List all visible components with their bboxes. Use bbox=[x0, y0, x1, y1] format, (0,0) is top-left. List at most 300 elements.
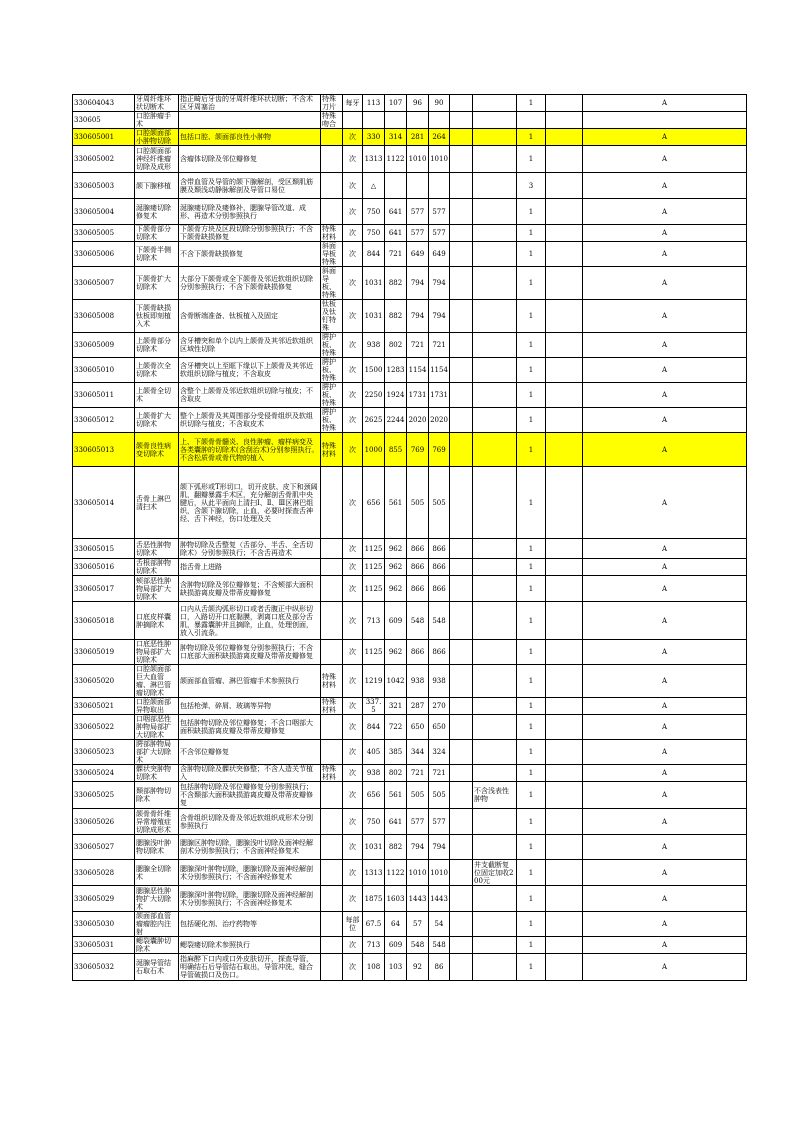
item-code-cell: 330605019 bbox=[73, 640, 135, 665]
table-row bbox=[73, 782, 747, 809]
item-description-cell: 指正畸后牙齿的牙周纤维环状切断；不含术区牙周塞治 bbox=[179, 95, 321, 112]
level-cell: A bbox=[583, 539, 747, 559]
blank-cell bbox=[450, 95, 473, 112]
remark-cell bbox=[473, 242, 517, 267]
price-tier1-cell: 1500 bbox=[363, 358, 385, 383]
special-material-cell bbox=[321, 640, 343, 665]
item-description-cell: 含牙槽突和单个以内上颌骨及其邻近软组织区域性切除 bbox=[179, 333, 321, 358]
price-tier1-cell: 1875 bbox=[363, 886, 385, 912]
category-cell: 1 bbox=[517, 559, 546, 576]
item-description-cell: 包括枪弹、碎屑、玻璃等异物 bbox=[179, 698, 321, 715]
price-tier1-cell: 938 bbox=[363, 333, 385, 358]
remark-cell: 不含浅表性肿物 bbox=[473, 782, 517, 809]
unit-cell: 次 bbox=[343, 173, 363, 199]
table-row bbox=[73, 112, 747, 129]
price-tier2-cell: 561 bbox=[385, 782, 407, 809]
item-code-cell: 330605014 bbox=[73, 467, 135, 539]
item-description-cell: 含牙槽突以上至眶下缘以下上颌骨及其邻近软组织切除与植皮；不含取皮 bbox=[179, 358, 321, 383]
special-material-cell bbox=[321, 809, 343, 835]
item-name-cell: 涎腺导管结石取石术 bbox=[135, 954, 179, 981]
grade-cell bbox=[546, 267, 583, 300]
table-row bbox=[73, 665, 747, 698]
grade-cell bbox=[546, 937, 583, 954]
price-tier4-cell: 577 bbox=[429, 809, 450, 835]
category-cell: 1 bbox=[517, 602, 546, 640]
item-name-cell: 口底皮样囊肿摘除术 bbox=[135, 602, 179, 640]
price-tier1-cell: 938 bbox=[363, 765, 385, 782]
remark-cell bbox=[473, 835, 517, 860]
blank-cell bbox=[450, 576, 473, 602]
price-tier4-cell: 270 bbox=[429, 698, 450, 715]
item-description-cell: 含整个上颌骨及邻近软组织切除与植皮；不含取皮 bbox=[179, 383, 321, 408]
price-tier4-cell: 721 bbox=[429, 333, 450, 358]
table-row bbox=[73, 173, 747, 199]
price-tier2-cell: 609 bbox=[385, 937, 407, 954]
grade-cell bbox=[546, 886, 583, 912]
item-name-cell: 颞部肿物切除术 bbox=[135, 782, 179, 809]
special-material-cell bbox=[321, 860, 343, 886]
price-tier3-cell: 577 bbox=[407, 225, 429, 242]
item-name-cell: 上颌骨扩大切除术 bbox=[135, 408, 179, 433]
item-code-cell: 330605011 bbox=[73, 383, 135, 408]
price-tier1-cell: 656 bbox=[363, 782, 385, 809]
grade-cell bbox=[546, 95, 583, 112]
category-cell: 1 bbox=[517, 267, 546, 300]
price-tier2-cell: 321 bbox=[385, 698, 407, 715]
price-tier3-cell: 344 bbox=[407, 740, 429, 765]
price-tier4-cell: 90 bbox=[429, 95, 450, 112]
price-tier2-cell: 1924 bbox=[385, 383, 407, 408]
special-material-cell: 腭护板、特殊 bbox=[321, 408, 343, 433]
grade-cell bbox=[546, 408, 583, 433]
unit-cell: 次 bbox=[343, 576, 363, 602]
unit-cell: 次 bbox=[343, 835, 363, 860]
item-name-cell: 下颌骨部分切除术 bbox=[135, 225, 179, 242]
price-tier3-cell: 1010 bbox=[407, 146, 429, 173]
special-material-cell bbox=[321, 559, 343, 576]
unit-cell: 次 bbox=[343, 242, 363, 267]
table-row bbox=[73, 765, 747, 782]
grade-cell bbox=[546, 112, 583, 129]
grade-cell bbox=[546, 300, 583, 333]
category-cell: 1 bbox=[517, 640, 546, 665]
price-tier1-cell: 844 bbox=[363, 715, 385, 740]
category-cell: 1 bbox=[517, 199, 546, 225]
level-cell: A bbox=[583, 715, 747, 740]
grade-cell bbox=[546, 225, 583, 242]
price-tier4-cell: 548 bbox=[429, 937, 450, 954]
remark-cell bbox=[473, 912, 517, 937]
price-tier1-cell: 1125 bbox=[363, 576, 385, 602]
item-name-cell: 口咽部恶性肿物局部扩大切除术 bbox=[135, 715, 179, 740]
item-code-cell: 330605024 bbox=[73, 765, 135, 782]
category-cell: 1 bbox=[517, 576, 546, 602]
table-row bbox=[73, 860, 747, 886]
category-cell: 1 bbox=[517, 835, 546, 860]
blank-cell bbox=[450, 665, 473, 698]
price-tier1-cell: 108 bbox=[363, 954, 385, 981]
price-tier1-cell: 713 bbox=[363, 602, 385, 640]
item-name-cell: 下颌骨扩大切除术 bbox=[135, 267, 179, 300]
special-material-cell bbox=[321, 576, 343, 602]
remark-cell bbox=[473, 937, 517, 954]
price-tier3-cell: 721 bbox=[407, 765, 429, 782]
price-tier4-cell: 505 bbox=[429, 467, 450, 539]
unit-cell: 每部位 bbox=[343, 912, 363, 937]
item-code-cell: 330605031 bbox=[73, 937, 135, 954]
blank-cell bbox=[450, 129, 473, 146]
price-tier1-cell: 1000 bbox=[363, 433, 385, 467]
grade-cell bbox=[546, 835, 583, 860]
item-code-cell: 330605027 bbox=[73, 835, 135, 860]
grade-cell bbox=[546, 715, 583, 740]
blank-cell bbox=[450, 300, 473, 333]
special-material-cell: 斜面导板、特殊 bbox=[321, 267, 343, 300]
price-tier1-cell: 656 bbox=[363, 467, 385, 539]
price-tier3-cell: 721 bbox=[407, 333, 429, 358]
price-tier3-cell: 794 bbox=[407, 835, 429, 860]
remark-cell bbox=[473, 408, 517, 433]
price-tier4-cell: 54 bbox=[429, 912, 450, 937]
item-description-cell: 不含下颌骨缺损修复 bbox=[179, 242, 321, 267]
level-cell: A bbox=[583, 225, 747, 242]
special-material-cell bbox=[321, 539, 343, 559]
item-code-cell: 330605001 bbox=[73, 129, 135, 146]
category-cell: 1 bbox=[517, 95, 546, 112]
table-row bbox=[73, 358, 747, 383]
table-row bbox=[73, 408, 747, 433]
item-description-cell bbox=[179, 112, 321, 129]
category-cell: 1 bbox=[517, 665, 546, 698]
blank-cell bbox=[450, 146, 473, 173]
price-tier2-cell: 802 bbox=[385, 765, 407, 782]
item-name-cell: 下颌骨半侧切除术 bbox=[135, 242, 179, 267]
blank-cell bbox=[450, 835, 473, 860]
item-code-cell: 330605017 bbox=[73, 576, 135, 602]
item-description-cell: 不含邻位瓣修复 bbox=[179, 740, 321, 765]
price-tier1-cell: 1219 bbox=[363, 665, 385, 698]
item-code-cell: 330605018 bbox=[73, 602, 135, 640]
level-cell: A bbox=[583, 199, 747, 225]
category-cell: 1 bbox=[517, 433, 546, 467]
item-code-cell: 330605022 bbox=[73, 715, 135, 740]
item-name-cell: 颌骨良性病变切除术 bbox=[135, 433, 179, 467]
price-tier4-cell: 1731 bbox=[429, 383, 450, 408]
unit-cell: 次 bbox=[343, 433, 363, 467]
item-code-cell: 330605025 bbox=[73, 782, 135, 809]
grade-cell bbox=[546, 242, 583, 267]
price-tier2-cell: 641 bbox=[385, 809, 407, 835]
price-tier3-cell: 287 bbox=[407, 698, 429, 715]
price-tier3-cell: 866 bbox=[407, 559, 429, 576]
grade-cell bbox=[546, 765, 583, 782]
level-cell: A bbox=[583, 640, 747, 665]
remark-cell bbox=[473, 765, 517, 782]
item-name-cell: 口腔颌面部异物取出 bbox=[135, 698, 179, 715]
level-cell: A bbox=[583, 835, 747, 860]
fee-schedule-table bbox=[72, 94, 747, 981]
category-cell: 1 bbox=[517, 698, 546, 715]
grade-cell bbox=[546, 576, 583, 602]
blank-cell bbox=[450, 559, 473, 576]
price-tier3-cell: 866 bbox=[407, 576, 429, 602]
price-tier2-cell: 103 bbox=[385, 954, 407, 981]
level-cell: A bbox=[583, 912, 747, 937]
special-material-cell: 斜面导板特殊 bbox=[321, 242, 343, 267]
price-tier4-cell: 794 bbox=[429, 300, 450, 333]
blank-cell bbox=[450, 602, 473, 640]
table-row bbox=[73, 740, 747, 765]
table-row bbox=[73, 809, 747, 835]
unit-cell: 次 bbox=[343, 740, 363, 765]
unit-cell: 次 bbox=[343, 383, 363, 408]
price-tier2-cell: 962 bbox=[385, 640, 407, 665]
remark-cell bbox=[473, 129, 517, 146]
level-cell: A bbox=[583, 467, 747, 539]
remark-cell bbox=[473, 602, 517, 640]
level-cell: A bbox=[583, 146, 747, 173]
item-code-cell: 330605028 bbox=[73, 860, 135, 886]
item-code-cell: 330605006 bbox=[73, 242, 135, 267]
price-tier2-cell: 962 bbox=[385, 539, 407, 559]
price-tier2-cell: 722 bbox=[385, 715, 407, 740]
table-row bbox=[73, 640, 747, 665]
price-tier2-cell: 64 bbox=[385, 912, 407, 937]
remark-cell bbox=[473, 300, 517, 333]
unit-cell: 次 bbox=[343, 698, 363, 715]
unit-cell bbox=[343, 112, 363, 129]
price-tier2-cell: 1603 bbox=[385, 886, 407, 912]
item-description-cell: 腮腺深叶肿物切除，腮腺切除及面神经解剖术分别参照执行；不含面神经修复术 bbox=[179, 886, 321, 912]
special-material-cell bbox=[321, 129, 343, 146]
table-row bbox=[73, 698, 747, 715]
unit-cell: 次 bbox=[343, 765, 363, 782]
price-tier3-cell: 57 bbox=[407, 912, 429, 937]
category-cell: 1 bbox=[517, 358, 546, 383]
item-description-cell: 颌下弧形或T形切口，切开皮肤、皮下和颈阔肌，翻瓣暴露手术区，充分解剖舌骨肌中央腱后，从此平面向上清扫Ⅰ、Ⅱ、Ⅲ区淋巴组织，含颌下腺切除，止血，必要时探查舌神经、舌下神经，伤口处理及关 bbox=[179, 467, 321, 539]
price-tier1-cell: 844 bbox=[363, 242, 385, 267]
category-cell: 1 bbox=[517, 225, 546, 242]
price-tier2-cell bbox=[385, 112, 407, 129]
item-name-cell: 腮腺浅叶肿物切除术 bbox=[135, 835, 179, 860]
unit-cell: 次 bbox=[343, 782, 363, 809]
price-tier1-cell: 1313 bbox=[363, 860, 385, 886]
price-tier4-cell: 2020 bbox=[429, 408, 450, 433]
level-cell: A bbox=[583, 333, 747, 358]
table-row bbox=[73, 129, 747, 146]
blank-cell bbox=[450, 467, 473, 539]
price-tier3-cell: 794 bbox=[407, 267, 429, 300]
unit-cell: 次 bbox=[343, 129, 363, 146]
price-tier1-cell: 2625 bbox=[363, 408, 385, 433]
item-description-cell: 下颌骨方块及区段切除分别参照执行；不含下颌骨缺损修复 bbox=[179, 225, 321, 242]
level-cell: A bbox=[583, 765, 747, 782]
price-tier3-cell: 505 bbox=[407, 467, 429, 539]
remark-cell bbox=[473, 640, 517, 665]
price-tier3-cell: 866 bbox=[407, 640, 429, 665]
blank-cell bbox=[450, 782, 473, 809]
item-description-cell: 含带血管及导管的颌下腺解剖，受区颞肌筋膜及颞浅动静脉解剖及导管口易位 bbox=[179, 173, 321, 199]
item-code-cell: 330605026 bbox=[73, 809, 135, 835]
price-tier3-cell: 1010 bbox=[407, 860, 429, 886]
price-tier1-cell: 713 bbox=[363, 937, 385, 954]
item-description-cell: 含骨组织切除及骨及邻近软组织成形术分别参照执行 bbox=[179, 809, 321, 835]
item-code-cell: 330605003 bbox=[73, 173, 135, 199]
category-cell: 1 bbox=[517, 740, 546, 765]
unit-cell: 次 bbox=[343, 954, 363, 981]
table-row bbox=[73, 300, 747, 333]
price-tier4-cell: 794 bbox=[429, 835, 450, 860]
unit-cell: 次 bbox=[343, 860, 363, 886]
price-tier2-cell: 962 bbox=[385, 559, 407, 576]
blank-cell bbox=[450, 912, 473, 937]
category-cell: 1 bbox=[517, 937, 546, 954]
level-cell: A bbox=[583, 860, 747, 886]
special-material-cell: 特殊材料 bbox=[321, 765, 343, 782]
price-tier1-cell: 67.5 bbox=[363, 912, 385, 937]
grade-cell bbox=[546, 809, 583, 835]
category-cell: 1 bbox=[517, 715, 546, 740]
special-material-cell: 特殊吻合 bbox=[321, 112, 343, 129]
blank-cell bbox=[450, 267, 473, 300]
grade-cell bbox=[546, 467, 583, 539]
price-tier1-cell: 2250 bbox=[363, 383, 385, 408]
item-code-cell: 330605015 bbox=[73, 539, 135, 559]
price-tier3-cell bbox=[407, 173, 429, 199]
category-cell: 1 bbox=[517, 539, 546, 559]
price-tier3-cell: 1731 bbox=[407, 383, 429, 408]
category-cell: 3 bbox=[517, 173, 546, 199]
item-description-cell: 涎腺瘘切除及瘘修补，腮腺导管改道、成形、再造术分别参照执行 bbox=[179, 199, 321, 225]
blank-cell bbox=[450, 358, 473, 383]
level-cell: A bbox=[583, 173, 747, 199]
item-description-cell: 颌面部血管瘤、淋巴管瘤手术参照执行 bbox=[179, 665, 321, 698]
item-description-cell: 鳃裂瘘切除术参照执行 bbox=[179, 937, 321, 954]
item-name-cell: 口腔肿瘤手术 bbox=[135, 112, 179, 129]
level-cell: A bbox=[583, 886, 747, 912]
unit-cell: 次 bbox=[343, 665, 363, 698]
price-tier3-cell: 794 bbox=[407, 300, 429, 333]
item-name-cell: 上颌骨全切术 bbox=[135, 383, 179, 408]
price-tier2-cell: 314 bbox=[385, 129, 407, 146]
grade-cell bbox=[546, 146, 583, 173]
item-description-cell: 包括肿物切除及邻位瓣修复；不含口咽部大面积缺损游离皮瓣及带蒂皮瓣修复 bbox=[179, 715, 321, 740]
level-cell: A bbox=[583, 129, 747, 146]
category-cell: 1 bbox=[517, 242, 546, 267]
special-material-cell: 特殊材料 bbox=[321, 698, 343, 715]
special-material-cell: 腭护板、特殊 bbox=[321, 333, 343, 358]
blank-cell bbox=[450, 715, 473, 740]
category-cell: 1 bbox=[517, 300, 546, 333]
price-tier2-cell: 641 bbox=[385, 199, 407, 225]
price-tier4-cell bbox=[429, 112, 450, 129]
unit-cell: 每牙 bbox=[343, 95, 363, 112]
table-row bbox=[73, 95, 747, 112]
item-code-cell: 330605010 bbox=[73, 358, 135, 383]
item-description-cell: 肿物切除及舌整复（舌部分、半舌、全舌切除术）分别参照执行；不含舌再造术 bbox=[179, 539, 321, 559]
grade-cell bbox=[546, 860, 583, 886]
remark-cell bbox=[473, 267, 517, 300]
blank-cell bbox=[450, 698, 473, 715]
item-name-cell: 腮腺全切除术 bbox=[135, 860, 179, 886]
item-description-cell: 含骨断端准备、钛板植入及固定 bbox=[179, 300, 321, 333]
remark-cell bbox=[473, 146, 517, 173]
price-tier1-cell: 1125 bbox=[363, 559, 385, 576]
grade-cell bbox=[546, 199, 583, 225]
grade-cell bbox=[546, 912, 583, 937]
grade-cell bbox=[546, 698, 583, 715]
item-code-cell: 330605007 bbox=[73, 267, 135, 300]
price-tier3-cell: 2020 bbox=[407, 408, 429, 433]
price-tier1-cell: 113 bbox=[363, 95, 385, 112]
blank-cell bbox=[450, 242, 473, 267]
unit-cell: 次 bbox=[343, 539, 363, 559]
special-material-cell: 特殊材料 bbox=[321, 225, 343, 242]
item-description-cell: 含肿物切除及髁状突修整；不含人造关节植入 bbox=[179, 765, 321, 782]
item-name-cell: 舌恶性肿物切除术 bbox=[135, 539, 179, 559]
price-tier4-cell: 794 bbox=[429, 267, 450, 300]
item-code-cell: 330605008 bbox=[73, 300, 135, 333]
price-tier1-cell: 1125 bbox=[363, 640, 385, 665]
special-material-cell bbox=[321, 886, 343, 912]
table-row bbox=[73, 886, 747, 912]
special-material-cell: 腭护板、特殊 bbox=[321, 358, 343, 383]
table-row bbox=[73, 835, 747, 860]
grade-cell bbox=[546, 539, 583, 559]
price-tier1-cell bbox=[363, 112, 385, 129]
unit-cell: 次 bbox=[343, 886, 363, 912]
level-cell: A bbox=[583, 954, 747, 981]
price-tier1-cell: 337.5 bbox=[363, 698, 385, 715]
price-tier4-cell: 1010 bbox=[429, 146, 450, 173]
blank-cell bbox=[450, 225, 473, 242]
item-description-cell: 上、下颌骨骨髓炎、良性肿瘤、瘤样病变及各类囊肿的切除术(含刮治术)分别参照执行。不含松质骨或骨代物的植入 bbox=[179, 433, 321, 467]
unit-cell: 次 bbox=[343, 333, 363, 358]
special-material-cell: 特殊材料 bbox=[321, 433, 343, 467]
blank-cell bbox=[450, 539, 473, 559]
category-cell: 1 bbox=[517, 782, 546, 809]
table-row bbox=[73, 146, 747, 173]
blank-cell bbox=[450, 765, 473, 782]
unit-cell: 次 bbox=[343, 146, 363, 173]
special-material-cell bbox=[321, 835, 343, 860]
price-tier3-cell: 938 bbox=[407, 665, 429, 698]
item-description-cell: 含肿物切除及邻位瓣修复；不含颊部大面积缺损游离皮瓣及带蒂皮瓣修复 bbox=[179, 576, 321, 602]
level-cell: A bbox=[583, 809, 747, 835]
price-tier4-cell: 650 bbox=[429, 715, 450, 740]
table-row bbox=[73, 467, 747, 539]
category-cell: 1 bbox=[517, 886, 546, 912]
price-tier4-cell: 866 bbox=[429, 559, 450, 576]
price-tier1-cell: 1313 bbox=[363, 146, 385, 173]
price-tier3-cell: 505 bbox=[407, 782, 429, 809]
blank-cell bbox=[450, 809, 473, 835]
price-tier1-cell: 405 bbox=[363, 740, 385, 765]
item-name-cell: 下颌骨缺损钛板即刻植入术 bbox=[135, 300, 179, 333]
price-tier4-cell: 866 bbox=[429, 576, 450, 602]
special-material-cell bbox=[321, 740, 343, 765]
price-tier3-cell: 548 bbox=[407, 602, 429, 640]
level-cell: A bbox=[583, 665, 747, 698]
table-row bbox=[73, 242, 747, 267]
remark-cell bbox=[473, 886, 517, 912]
item-name-cell: 舌根部肿物切除术 bbox=[135, 559, 179, 576]
price-tier3-cell: 96 bbox=[407, 95, 429, 112]
level-cell: A bbox=[583, 602, 747, 640]
price-tier4-cell: 721 bbox=[429, 765, 450, 782]
item-name-cell: 鳃裂囊肿切除术 bbox=[135, 937, 179, 954]
table-row bbox=[73, 937, 747, 954]
